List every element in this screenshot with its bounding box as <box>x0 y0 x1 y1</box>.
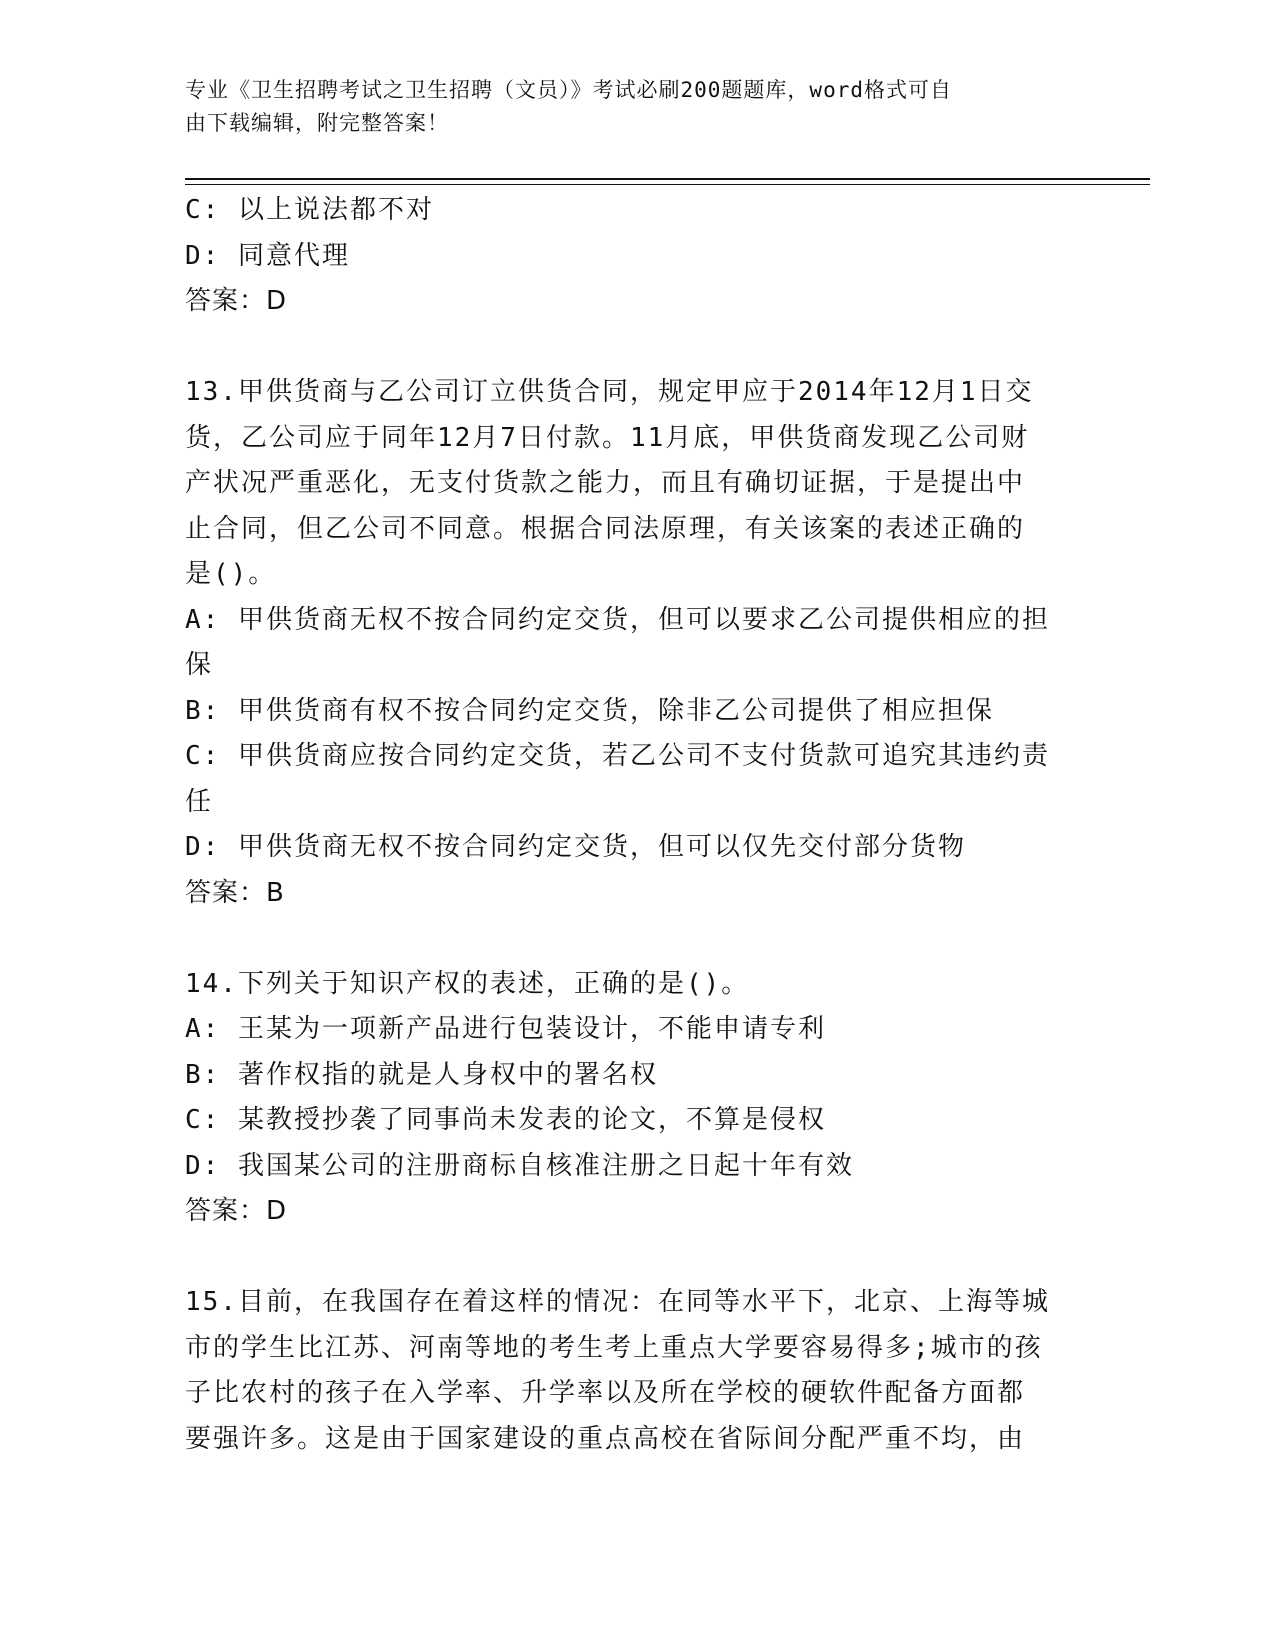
question-stem-line: 要强许多。这是由于国家建设的重点高校在省际间分配严重不均，由 <box>185 1423 1026 1454</box>
header-line-2: 由下载编辑，附完整答案！ <box>185 111 449 135</box>
question-stem-line: 子比农村的孩子在入学率、升学率以及所在学校的硬软件配备方面都 <box>185 1378 1026 1408</box>
header-rule-thick <box>185 178 1150 180</box>
answer: 答案：B <box>185 877 285 908</box>
option-b: B: 甲供货商有权不按合同约定交货，除非乙公司提供了相应担保 <box>185 695 994 726</box>
answer: 答案：D <box>185 286 288 316</box>
question-stem-line: 市的学生比江苏、河南等地的考生考上重点大学要容易得多;城市的孩 <box>185 1332 1043 1363</box>
option-a-cont: 保 <box>185 650 214 680</box>
question-stem-line: 是()。 <box>185 559 277 589</box>
header-line-1: 专业《卫生招聘考试之卫生招聘（文员）》考试必刷200题题库，word格式可自 <box>185 78 952 102</box>
question-14 <box>185 962 1085 1235</box>
page-header <box>185 74 1065 140</box>
option-d: D: 甲供货商无权不按合同约定交货，但可以仅先交付部分货物 <box>185 832 966 862</box>
option-d: D: 我国某公司的注册商标自核准注册之日起十年有效 <box>185 1150 854 1181</box>
question-13 <box>185 370 1085 916</box>
question-stem-line: 13.甲供货商与乙公司订立供货合同，规定甲应于2014年12月1日交 <box>185 377 1034 407</box>
header-rule-thin <box>185 184 1150 185</box>
option-c: C: 某教授抄袭了同事尚未发表的论文，不算是侵权 <box>185 1105 826 1135</box>
question-stem-line: 产状况严重恶化，无支付货款之能力，而且有确切证据，于是提出中 <box>185 468 1026 498</box>
document-body <box>185 188 1085 1462</box>
option-a: A: 甲供货商无权不按合同约定交货，但可以要求乙公司提供相应的担 <box>185 604 1050 635</box>
option-b: B: 著作权指的就是人身权中的署名权 <box>185 1059 658 1090</box>
question-stem-line: 15.目前，在我国存在着这样的情况：在同等水平下，北京、上海等城 <box>185 1287 1050 1317</box>
question-stem-line: 货，乙公司应于同年12月7日付款。11月底，甲供货商发现乙公司财 <box>185 422 1030 453</box>
option-d: D: 同意代理 <box>185 240 350 271</box>
answer: 答案：D <box>185 1196 288 1226</box>
option-c-cont: 任 <box>185 786 214 817</box>
question-15 <box>185 1280 1085 1462</box>
question-stem-line: 止合同，但乙公司不同意。根据合同法原理，有关该案的表述正确的 <box>185 513 1026 544</box>
previous-question-tail <box>185 188 1085 325</box>
option-c: C: 甲供货商应按合同约定交货，若乙公司不支付货款可追究其违约责 <box>185 741 1050 771</box>
question-stem-line: 14.下列关于知识产权的表述，正确的是()。 <box>185 968 750 999</box>
option-a: A: 王某为一项新产品进行包装设计，不能申请专利 <box>185 1014 826 1044</box>
option-c: C: 以上说法都不对 <box>185 195 434 225</box>
